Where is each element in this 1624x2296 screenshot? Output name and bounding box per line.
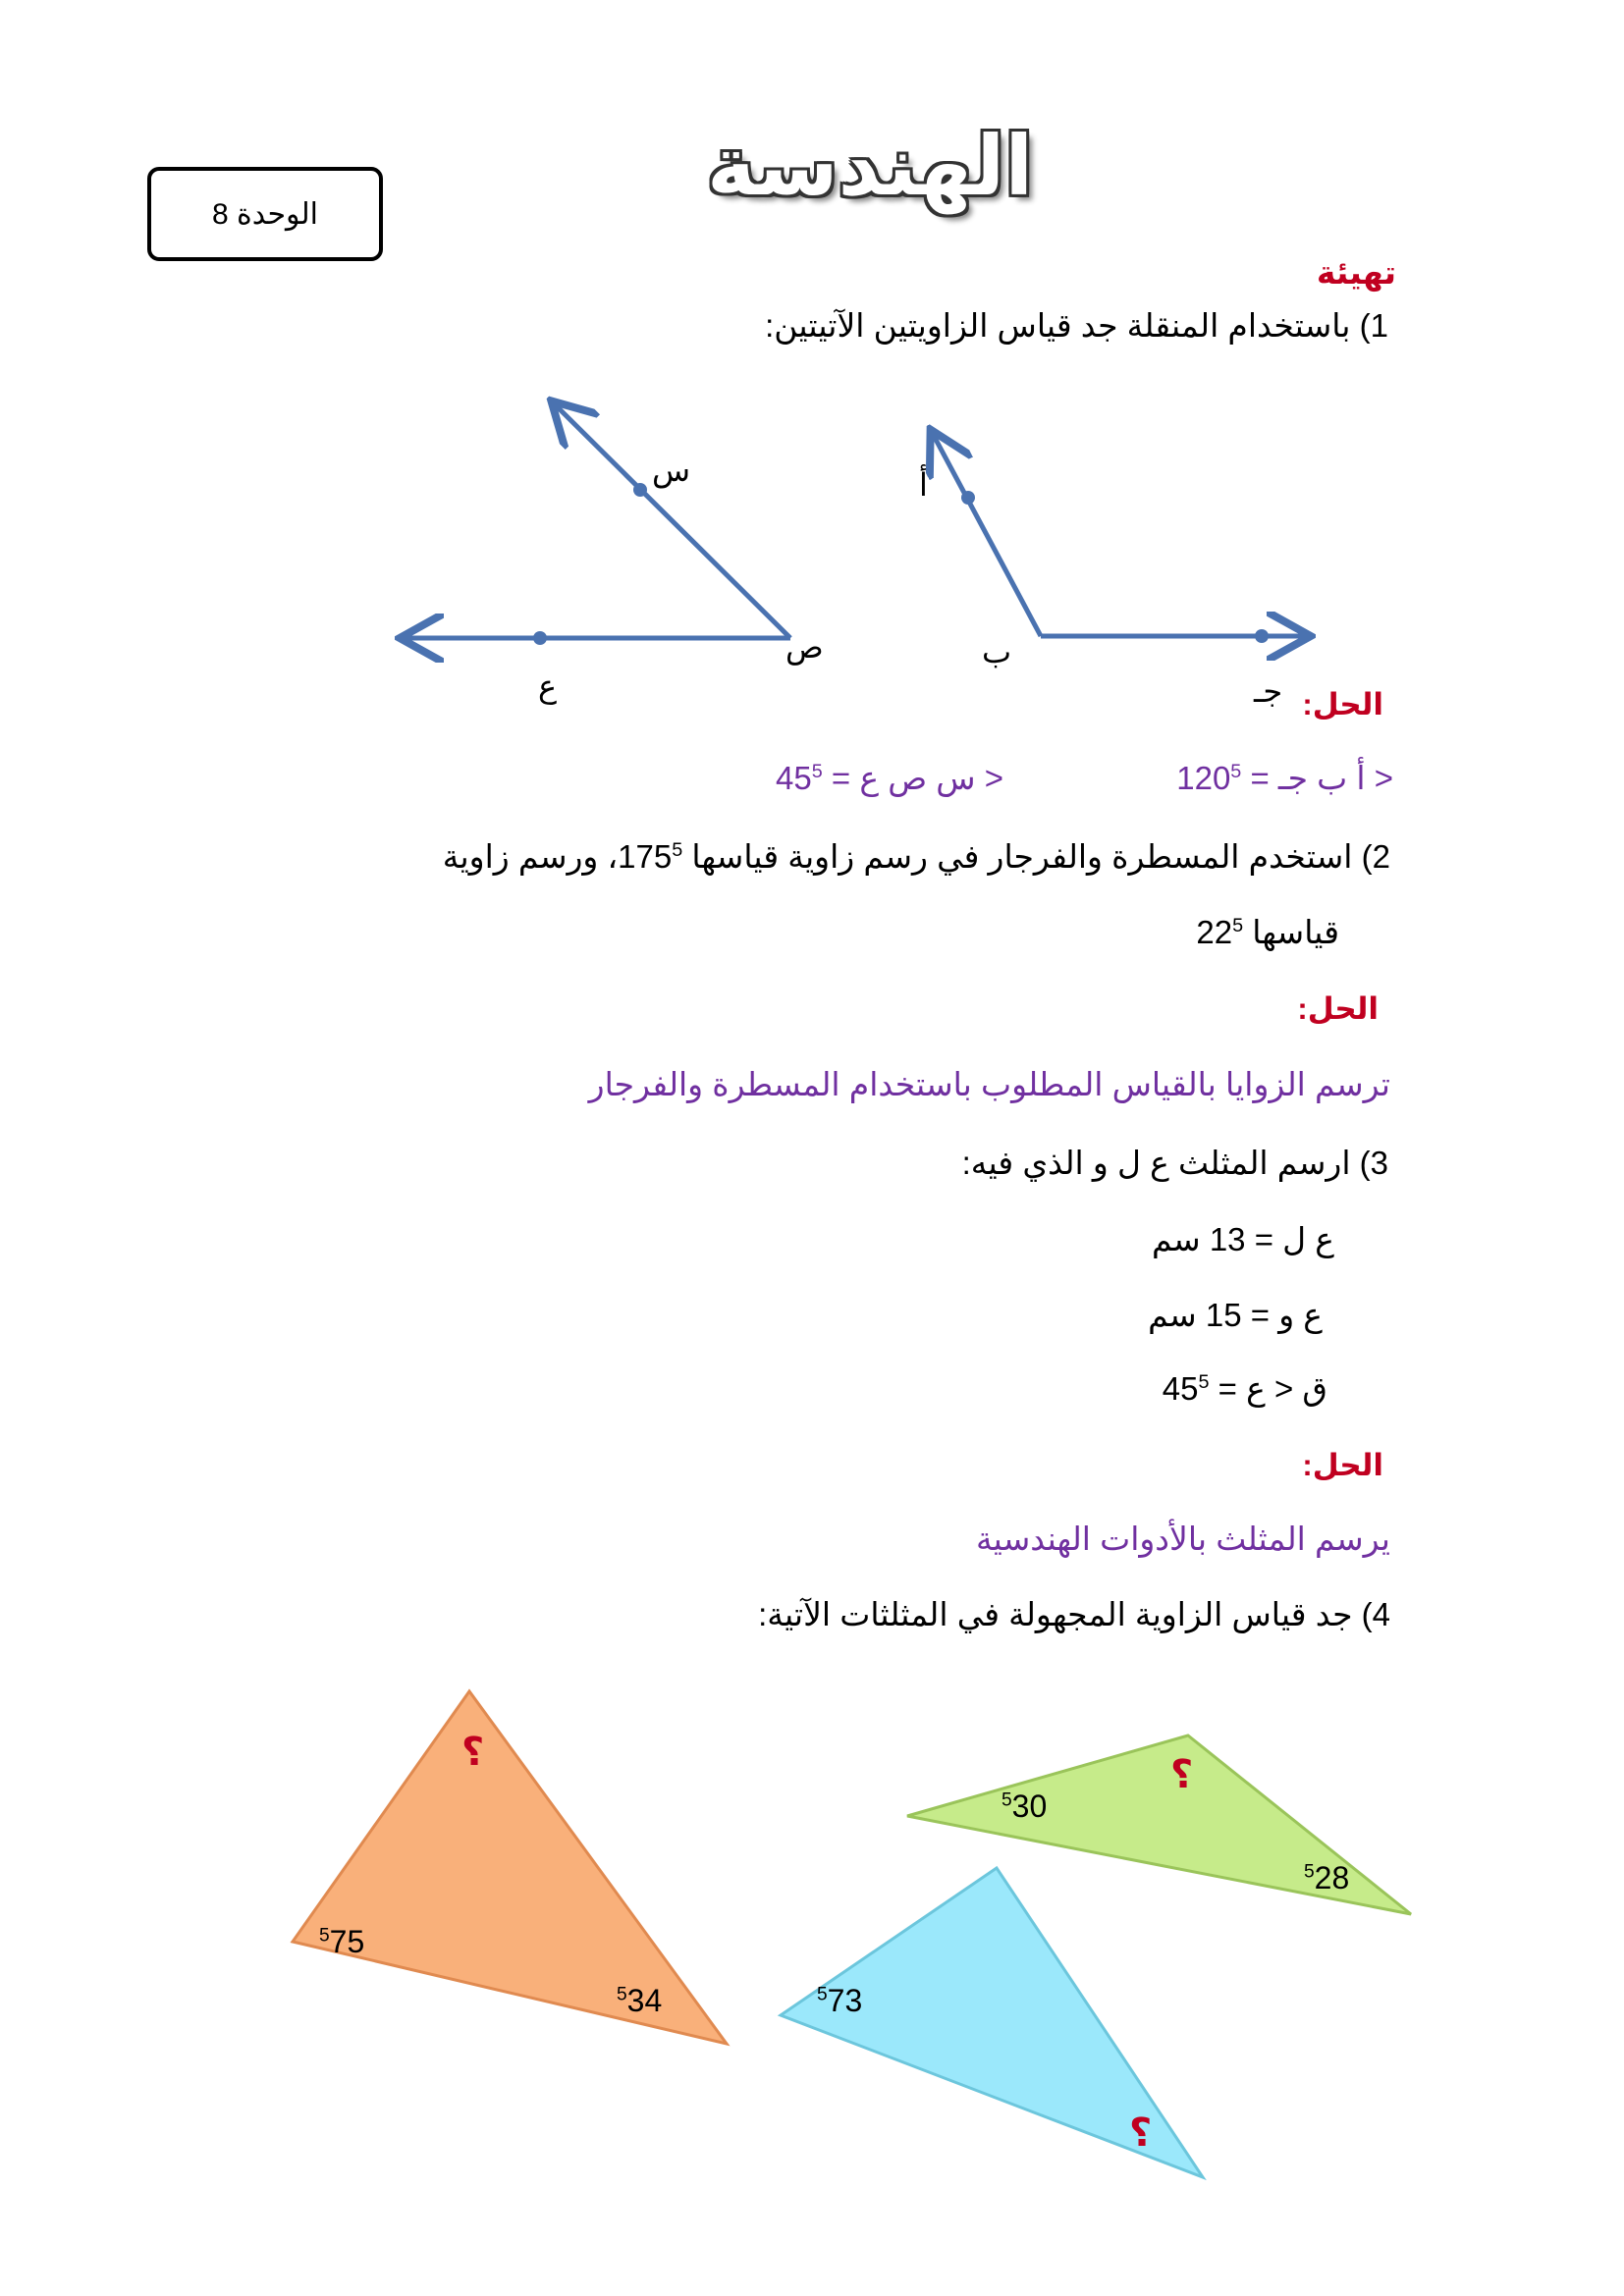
q2-answer: ترسم الزوايا بالقياس المطلوب باستخدام المسطرة والفرجار [588,1066,1390,1102]
question-4: 4) جد قياس الزاوية المجهولة في المثلثات الآتية: [758,1596,1390,1632]
label-s: س [652,453,691,488]
triangle-green-angle-2: $^5$28 [1304,1860,1350,1896]
triangle-orange-angle-2: $^5$34 [617,1983,663,2018]
triangle-orange-angle-1: $^5$75 [319,1924,365,1959]
q3-given-2: ع و = 15 سم [1148,1297,1323,1333]
label-b: ب [982,634,1012,669]
page-title: الهندسة [707,118,1034,214]
label-sad: ص [785,629,824,665]
triangle-green-angle-1: $^5$30 [1001,1789,1048,1824]
triangle-green-unknown: ؟ [1170,1753,1194,1796]
triangle-blue-angle-1: $^5$73 [817,1983,863,2018]
solution-label-1: الحل: [1302,687,1383,721]
question-2-line-2: قياسها $22^5$ [1196,914,1339,950]
label-a: أ [919,467,928,503]
question-3: 3) ارسم المثلث ع ل و الذي فيه: [961,1145,1388,1181]
label-c: جـ [1254,673,1283,709]
warmup-heading: تهيئة [1316,254,1396,291]
q1-answer-1: < أ ب جـ = $120^5$ [1176,760,1393,796]
triangle-orange-unknown: ؟ [461,1731,485,1774]
triangle-blue-unknown: ؟ [1129,2111,1153,2155]
solution-label-3: الحل: [1302,1448,1383,1482]
question-1: 1) باستخدام المنقلة جد قياس الزاويتين الآتيتين: [765,307,1388,344]
label-ain: ع [538,668,558,704]
unit-label-text: الوحدة 8 [211,197,318,231]
solution-label-2: الحل: [1297,991,1379,1026]
q3-given-3: ق < ع = $45^5$ [1162,1370,1327,1407]
question-2: 2) استخدم المسطرة والفرجار في رسم زاوية قياسها $175^5،$ ورسم زاوية [442,838,1390,875]
q3-answer: يرسم المثلث بالأدوات الهندسية [975,1521,1390,1557]
q3-given-1: ع ل = 13 سم [1152,1221,1334,1257]
q1-answer-2: < س ص ع = $45^5$ [776,760,1003,796]
